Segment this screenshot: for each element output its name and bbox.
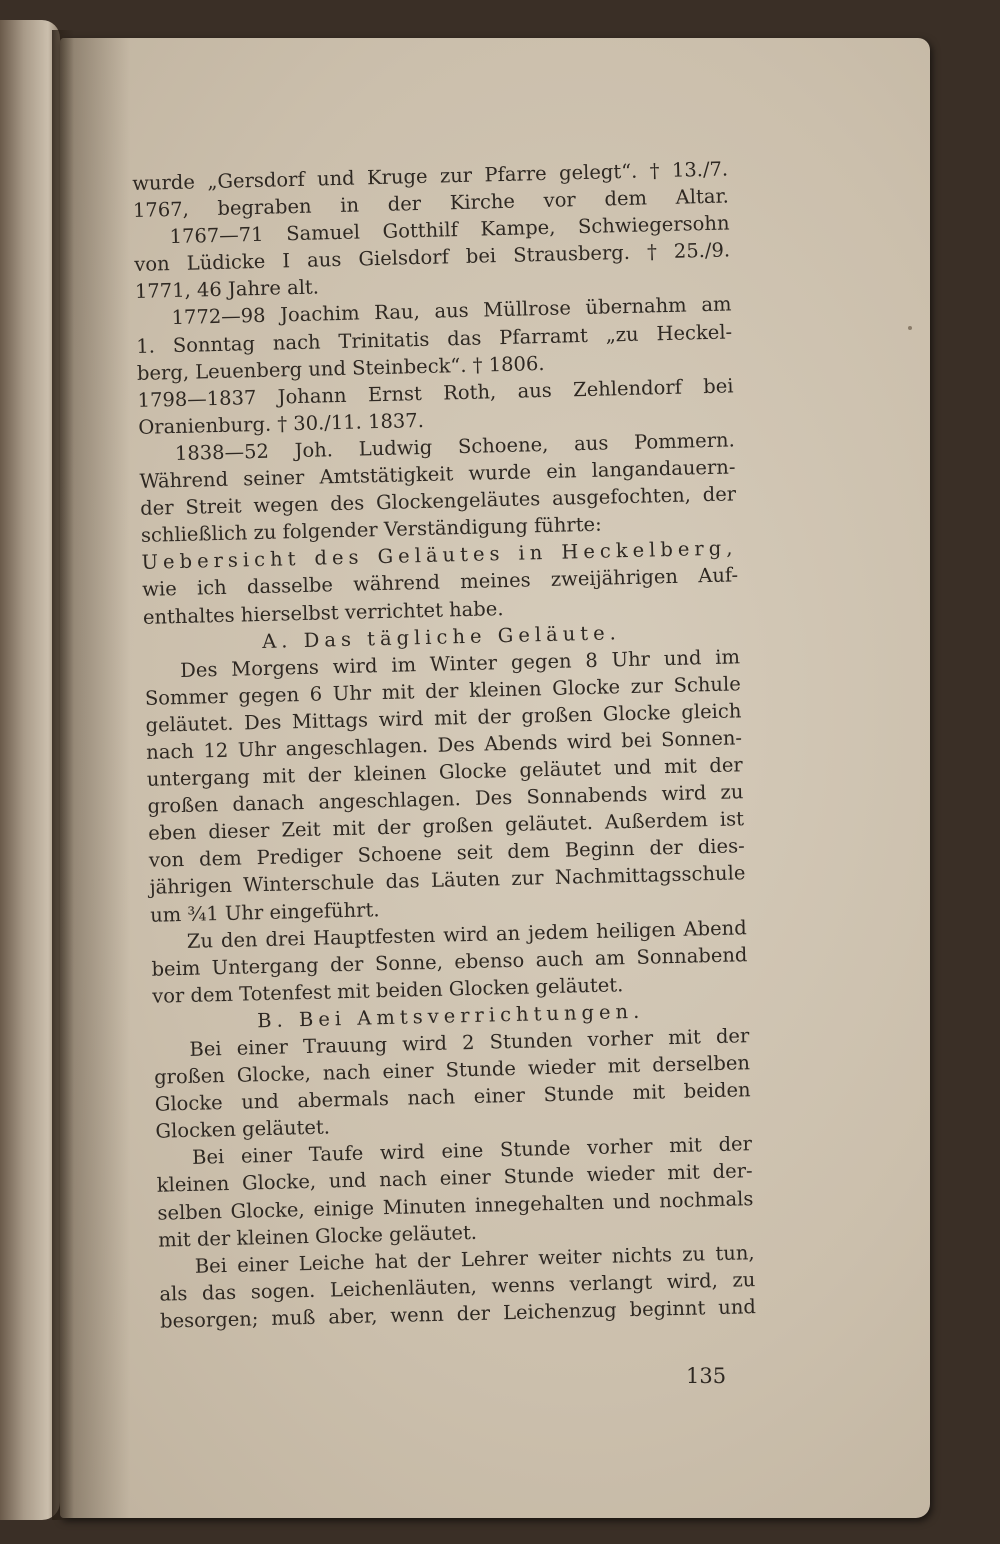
page-body-text	[132, 155, 756, 1334]
text-line: 1767—71 Samuel Gotthilf Kampe, Schwiegersohn	[169, 211, 730, 249]
text-line: der Streit wegen des Glockengeläutes ausgefochten, der	[139, 482, 737, 521]
text-line: großen Glocke, nach einer Stunde wieder mit derselben	[153, 1051, 751, 1089]
text-line: von Lüdicke I aus Gielsdorf bei Strausberg. † 25./9.	[134, 238, 731, 277]
text-line: 1798—1837 Johann Ernst Roth, aus Zehlendorf bei	[137, 374, 734, 412]
text-line: selben Glocke, einige Minuten innegehalten und nochmals	[157, 1186, 754, 1225]
page-number: 135	[686, 1364, 727, 1388]
text-line: Uebersicht des Geläutes in Heckelberg,	[141, 536, 738, 575]
text-line: Des Morgens wird im Winter gegen 8 Uhr und im	[179, 644, 741, 682]
text-line: Sommer gegen 6 Uhr mit der kleinen Glocke zur Schule	[144, 672, 741, 710]
text-line: kleinen Glocke, und nach einer Stunde wieder mit der-	[156, 1159, 753, 1198]
text-line: geläutet. Des Mittags wird mit der großen Glocke gleich	[145, 699, 742, 737]
text-line: 1772—98 Joachim Rau, aus Müllrose übernahm am	[171, 292, 732, 330]
text-line: wurde „Gersdorf und Kruge zur Pfarre gelegt“. † 13./7.	[132, 157, 729, 195]
text-line: nach 12 Uhr angeschlagen. Des Abends wird bei Sonnen-	[145, 726, 743, 764]
text-line: Glocken geläutet.	[155, 1115, 331, 1143]
text-line: Bei einer Leiche hat der Lehrer weiter nichts zu tun,	[194, 1240, 755, 1278]
text-line: A. Das tägliche Geläute.	[261, 620, 622, 653]
text-line: beim Untergang der Sonne, ebenso auch am Sonnabend	[151, 942, 748, 981]
text-line: von dem Prediger Schoene seit dem Beginn der dies-	[148, 834, 745, 873]
text-line: Während seiner Amtstätigkeit wurde ein langandauern-	[139, 455, 736, 493]
text-line: untergang mit der kleinen Glocke geläutet und mit der	[146, 753, 743, 791]
text-line: schließlich zu folgender Verständigung führte:	[140, 512, 602, 548]
text-line: eben dieser Zeit mit der großen geläutet. Außerdem ist	[147, 807, 745, 846]
text-line: berg, Leuenberg und Steinbeck“. † 1806.	[136, 351, 545, 385]
text-line: Bei einer Trauung wird 2 Stunden vorher mit der	[189, 1024, 750, 1061]
text-line: mit der kleinen Glocke geläutet.	[157, 1220, 478, 1252]
spine-shadow	[52, 30, 74, 1520]
text-line: Glocke und abermals nach einer Stunde mit beiden	[154, 1078, 751, 1116]
text-line: Oranienburg. † 30./11. 1837.	[138, 408, 425, 439]
paper-spot	[908, 326, 912, 330]
text-line: großen danach angeschlagen. Des Sonnabends wird zu	[147, 780, 744, 818]
text-line: 1767, begraben in der Kirche vor dem Altar.	[132, 184, 730, 223]
book-page	[60, 38, 930, 1518]
text-line: vor dem Totenfest mit beiden Glocken geläutet.	[151, 973, 624, 1008]
text-line: 1838—52 Joh. Ludwig Schoene, aus Pommern.	[174, 428, 736, 465]
text-line: als das sogen. Leichenläuten, wenns verlangt wird, zu	[159, 1267, 756, 1306]
text-line: 1771, 46 Jahre alt.	[134, 275, 320, 304]
text-line: enthaltes hierselbst verrichtet habe.	[142, 596, 504, 629]
text-line: besorgen; muß aber, wenn der Leichenzug beginnt und	[159, 1295, 757, 1333]
text-line: um ¾1 Uhr eingeführt.	[149, 897, 380, 927]
text-line: wie ich dasselbe während meines zweijährigen Auf-	[141, 563, 739, 602]
text-line: 1. Sonntag nach Trinitatis das Pfarramt „zu Heckel-	[136, 319, 733, 358]
text-line: B. Bei Amtsverrichtungen.	[256, 999, 645, 1033]
text-line: Bei einer Taufe wird eine Stunde vorher mit der	[191, 1132, 753, 1170]
text-line: Zu den drei Hauptfesten wird an jedem heiligen Abend	[186, 915, 747, 953]
previous-page-edge	[0, 20, 60, 1520]
text-line: jährigen Winterschule das Läuten zur Nachmittagsschule	[149, 861, 746, 900]
